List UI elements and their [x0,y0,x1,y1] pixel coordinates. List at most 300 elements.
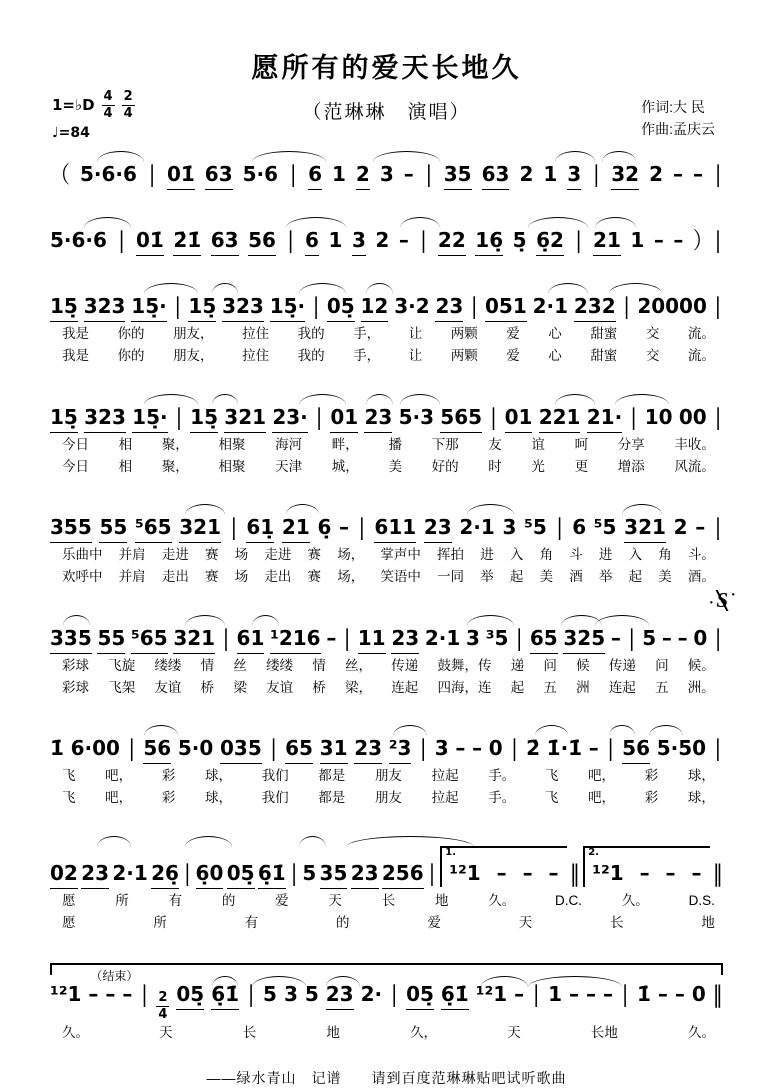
lyric-syllable: 丰收。 [674,436,715,452]
lyric-syllable: 场， [337,569,365,585]
bar-line: ∣ [139,980,150,1008]
bar-line: ∣ [288,160,299,188]
note-group: – [657,982,668,1006]
bar-line: ∣ [126,734,137,762]
note-group: – [610,625,621,650]
lyric-syllable: 久。 [621,892,649,908]
bar-line: ∣ [310,292,321,320]
lyric-syllable: 缕缕 [266,657,294,673]
note-group: 5̣ [512,228,527,252]
lyric-syllable: 斗 [569,547,583,562]
lyric-syllable: 举 [598,569,613,585]
lyric-syllable: 我的 [297,326,325,341]
lyric-syllable: 手。 [488,768,516,783]
volta-number: 2. [588,846,599,858]
lyric-syllable: 手， [353,348,381,364]
lyric-syllable: 并肩 [118,569,146,585]
note-group: 63 [211,227,239,256]
lyric-syllable: 海河 [275,436,303,452]
volta-number: 1. [445,846,456,858]
note-group: – [122,982,133,1006]
lyrics-line-1 [50,764,723,786]
lyric-syllable: 心 [548,348,562,364]
lyric-syllable: 爱 [506,348,520,364]
bar-line: ∣ [423,160,434,188]
lyric-syllable: 美 [658,569,672,585]
note-group: 02 [50,860,78,889]
note-group: – [455,736,466,760]
lyric-syllable: 时 [488,458,502,474]
note-group: 15̣ [50,404,78,433]
lyric-syllable: 角 [539,547,554,562]
note-group: 61 [237,625,265,654]
lyric-syllable: 久。 [687,1025,715,1041]
time-signature-4-4: $\frac{4}{4}$ [103,89,113,121]
slur-arc [366,283,393,294]
note-group: 56 [248,227,276,256]
note-group: 6 [305,227,319,256]
lyric-syllable: 美 [539,569,554,585]
lyric-syllable: 谊 [531,436,545,452]
lyric-syllable: 播 [388,436,402,452]
note-group: 2· [360,982,383,1006]
time-signature-change: $\frac{2}{4}$ [158,990,168,1022]
note-group: – [105,982,116,1006]
bar-line: ∣ [712,292,723,320]
note-group: 323 [222,293,264,322]
note-group: 1̇ [636,982,651,1006]
note-group: ³5 [485,625,509,650]
note-group: ¹²1 [50,982,82,1006]
note-group: 3 [434,736,449,760]
notes-row [50,154,723,190]
bar-line: ∣ [619,980,630,1008]
note-group: 15̣ [190,404,218,433]
slur-arc [467,615,514,626]
slur-arc [528,976,622,987]
note-group: 221 [539,404,581,433]
lyric-syllable: 都是 [318,790,346,806]
note-group: – [692,162,703,186]
lyric-syllable: 聚， [161,458,189,474]
lyric-syllable: 朋友 [374,790,402,806]
note-group: – [672,162,683,186]
note-group: 55 [97,625,125,654]
music-system-1 [50,154,723,190]
lyric-syllable: 爱 [427,914,441,930]
lyric-syllable: 地 [326,1025,340,1041]
note-group: 6̣2 [536,227,564,256]
lyric-syllable: 连起 [608,679,636,695]
composer-credit: 作曲:孟庆云 [641,121,715,138]
lyric-syllable: 长 [242,1025,257,1041]
slur-arc [595,217,635,228]
lyric-syllable: 久。 [488,892,516,908]
notes-row [50,220,723,256]
lyric-syllable: 彩球 [62,657,89,673]
slur-arc [144,394,198,405]
note-group: 6̣ [317,515,332,539]
note-group: 23 [326,981,354,1010]
note-group: 63 [205,161,233,190]
notes-row [50,728,723,764]
note-group: 35 [444,161,472,190]
note-group: – [674,982,685,1006]
lyric-syllable: 我们 [261,790,289,806]
lyric-syllable: 飞 [544,790,559,806]
note-group: 23· [272,404,307,433]
notes-row [50,963,723,1021]
note-group: 23 [81,860,109,889]
bar-line: ∣ [418,734,429,762]
lyric-syllable: 风流。 [674,458,715,474]
lyric-syllable: 交 [645,348,660,364]
bar-line: ∣ [146,160,157,188]
bar-line: ∣ [469,292,480,320]
lyric-syllable: 飞 [62,790,76,806]
slur-arc [535,725,569,736]
note-group: 23 [391,625,419,654]
lyric-syllable: 场 [234,569,249,585]
lyric-syllable: 久， [410,1025,438,1041]
slur-arc [555,151,595,162]
note-group: 5 [642,625,657,650]
lyric-syllable: 桥 [312,679,326,695]
volta-ending: ¹²1 – – – 2. [583,846,709,887]
lyric-syllable: 天津 [275,458,303,474]
note-group: – [472,736,483,760]
lyric-syllable: 的 [336,914,350,930]
lyric-syllable: 让 [408,348,423,364]
note-group: 63 [482,161,510,190]
note-group: 6̣0 [196,860,224,889]
footer-note: ——绿水青山 记谱 请到百度范琳琳贴吧试听歌曲 [206,1069,567,1086]
note-group: ⁵65 [135,514,172,543]
lyrics-line-2 [50,344,723,366]
lyric-syllable: 入 [509,547,524,562]
bar-line: ∣ [713,402,723,431]
note-group: – [661,625,672,650]
slur-arc [299,836,326,847]
lyric-syllable: 拉起 [431,790,459,806]
lyric-syllable: 爱 [506,326,520,341]
note-group: 3 [466,625,480,650]
note-group: 01 [505,404,533,433]
note-group: 15̣· [131,293,166,322]
credits [641,96,715,141]
lyric-syllable: 吧， [588,790,616,806]
note-group: 2̇ [526,736,540,760]
note-group: 21 [282,514,310,543]
slur-arc [467,504,514,515]
note-group: 21 [593,227,621,256]
lyric-syllable: 愿 [62,892,76,908]
bar-line: ∣ [712,734,723,762]
note-group: 2 [649,162,663,186]
lyric-syllable: 友 [488,436,502,452]
notes-row [50,397,723,433]
lyrics-line-1 [50,322,723,344]
bar-line: ∣ [605,734,616,762]
bar-line: ∣ [268,734,279,762]
lyric-syllable: 增添 [617,458,645,474]
lyric-syllable: 鼓舞，传 [437,657,492,673]
note-group: 321 [173,625,215,654]
bar-line: ∣ [356,513,367,541]
slur-arc [548,283,588,294]
lyrics-line-2 [50,911,723,933]
note-group: 55 [99,514,127,543]
note-group: – [677,625,688,650]
note-group: 5·6 [242,162,279,186]
note-group: ¹216 [270,625,321,654]
note-group: 16̣ [475,227,503,256]
lyric-syllable: 分享 [617,436,645,452]
note-group: 35 [320,860,348,889]
slur-arc [481,976,528,987]
lyric-syllable: 城， [331,458,359,474]
note-group: 5·50 [656,736,707,760]
note-group: 22 [438,227,466,256]
lyric-syllable: 欢呼中 [62,569,103,585]
lyric-syllable: 地 [434,892,449,908]
note-group: 32 [611,161,639,190]
note-group: 5·6·6 [50,228,107,252]
note-group: 2·1 [112,860,148,885]
lyric-syllable: 交 [645,326,660,341]
lyric-syllable: 有 [244,914,259,930]
note-group: 65 [285,735,313,764]
lyric-syllable: 你的 [117,348,145,364]
note-group: 6 [572,515,587,539]
note-group: 15̣ [50,293,78,322]
lyric-syllable: 友谊 [266,679,294,695]
note-group: – [653,228,664,252]
bar-line: ∣ [182,858,193,887]
lyric-syllable: 进 [480,547,494,562]
music-systems [50,154,728,1044]
note-group: 23 [351,860,379,889]
lyric-syllable: 丝 [233,657,247,673]
note-group: 611 [374,514,416,543]
note-group: ⁵65 [131,625,168,654]
note-group: 56 [143,735,171,764]
lyric-syllable: 天 [518,914,533,930]
lyric-syllable: 有 [168,892,183,908]
bar-line: ∣ [246,980,257,1008]
lyric-syllable: 彩 [161,790,176,806]
tempo-marking: ♩=84 [52,125,90,142]
note-group: 6̣1̇ [258,860,286,889]
lyric-syllable: 光 [531,458,545,474]
lyric-syllable: 梁， [345,679,373,695]
bar-line: （ [50,160,70,188]
lyric-syllable: 好的 [431,458,459,474]
note-group: 65 [530,625,558,654]
lyric-syllable: 场， [337,547,365,562]
lyric-syllable: 递 [510,657,525,673]
slur-arc [212,394,239,405]
note-group: 6̣1̇ [441,981,469,1010]
lyric-syllable: 起 [628,569,643,585]
lyric-syllable: 举 [480,569,494,585]
bar-line: ∣ [628,402,639,431]
note-group: 23 [364,404,392,433]
lyrics-line-2 [50,786,723,808]
slur-arc [97,836,131,847]
note-group: 05̣ [227,860,255,889]
ending-label: （结束） [90,969,139,983]
slur-arc [286,504,320,515]
slur-arc [144,725,178,736]
lyric-syllable: 飞 [62,768,76,783]
note-group: 323 [84,293,126,322]
note-group: 3 [379,162,394,186]
note-group: 321 [179,514,221,543]
bar-line: ∣ [573,226,584,254]
note-group: 61̣ [246,514,274,543]
note-group: 23 [424,514,452,543]
note-group: 12 [361,293,389,322]
bar-line: ∣ [509,734,520,762]
slur-arc [609,283,663,294]
bar-line: ∣ [626,623,637,652]
lyric-syllable: 走出 [264,569,292,585]
note-group: 6̣1̇ [211,981,239,1010]
note-group: 565 [440,404,482,433]
note-group: 5 [263,982,277,1006]
slur-arc [185,836,232,847]
lyric-syllable: 赛 [307,547,322,562]
lyric-syllable: 笑语中 [380,569,421,585]
bar-line: ‖ [569,858,580,887]
bar-line: ）∣ [692,226,723,254]
bar-line: ‖ [712,858,723,887]
music-system-6 [50,587,728,699]
notes-row [50,587,728,654]
lyric-syllable: D.S. [688,892,715,908]
note-group: 323 [84,404,126,433]
lyrics-line-1 [50,1021,723,1043]
note-group: 01̇ [136,227,164,256]
slur-arc [622,504,662,515]
note-group: 232 [574,293,616,322]
lyric-syllable: 流。 [687,326,715,341]
note-group: 2 [673,515,688,539]
bar-line: ∣ [289,858,299,887]
notes-row [50,839,723,889]
key-signature-block [52,90,135,141]
lyric-syllable: 吧， [588,768,616,783]
lyric-syllable: 长地 [590,1025,618,1041]
time-signature-2-4: $\frac{2}{4}$ [123,89,133,121]
note-group: 325 [563,625,605,654]
lyric-syllable: 桥 [200,679,215,695]
segno-icon: · S · [713,590,731,611]
slur-arc [595,615,649,626]
lyric-syllable: 友谊 [154,679,182,695]
lyrics-line-1 [50,433,723,455]
lyric-syllable: 所 [115,892,129,908]
lyric-syllable: 彩 [644,790,659,806]
note-group: 56 [622,735,650,764]
lyric-syllable: 梁 [233,679,247,695]
note-group: 321 [624,514,666,543]
lyrics-line-2 [50,455,723,477]
lyric-syllable: 酒。 [687,569,715,585]
bar-line: ∣ [418,226,429,254]
note-group: – [569,982,580,1006]
note-group: 035 [220,735,262,764]
lyric-syllable: 起 [510,679,525,695]
note-group: 051 [485,293,527,322]
lyric-syllable: 洲。 [687,679,715,695]
lyric-syllable: 朋友， [173,348,214,364]
bar-line: ∣ [389,980,400,1008]
lyric-syllable: 天 [507,1025,521,1041]
lyric-syllable: 五 [543,679,557,695]
lyric-syllable: 斗。 [687,547,715,562]
slur-arc [252,976,306,987]
bar-line: ∣ [712,160,723,188]
lyric-syllable: 天 [159,1025,173,1041]
note-group: 21· [587,404,622,433]
lyric-syllable: D.C. [555,892,583,908]
note-group: 1̇·1̇ [546,736,583,760]
note-group: 2 [375,228,390,252]
note-group: 0 [488,736,503,760]
lyric-syllable: 甜蜜 [590,326,618,341]
lyric-syllable: 愿 [62,914,76,930]
lyric-syllable: 拉起 [431,768,459,783]
note-group: 2̇1̇ [173,227,201,256]
note-group: 2·1 [459,515,495,539]
lyric-syllable: 更 [574,458,589,474]
lyric-syllable: 飞旋 [108,657,136,673]
lyric-syllable: 让 [408,326,423,341]
note-group: 3 [567,161,581,190]
lyric-syllable: 缕缕 [154,657,182,673]
lyric-syllable: 吧， [105,790,133,806]
note-group: 1 [332,162,346,186]
song-title: 愿所有的爱天长地久 [251,53,522,83]
bar-line: ∣ [342,623,353,652]
lyric-syllable: 所 [153,914,167,930]
note-group: 05̣ [406,981,434,1010]
music-system-3 [50,286,723,367]
lyric-syllable: 吧， [105,768,133,783]
lyric-syllable: 长 [610,914,624,930]
slur-arc [366,394,393,405]
slur-arc [144,283,198,294]
lyric-syllable: 候。 [687,657,715,673]
lyric-syllable: 彩 [644,768,659,783]
note-group: – [514,982,525,1006]
slur-arc [185,615,225,626]
bar-line: ∣ [488,402,499,431]
lyric-syllable: 走出 [161,569,189,585]
music-system-4 [50,397,723,478]
bar-line: ∣ [531,980,542,1008]
lyric-syllable: 掌声中 [380,547,421,562]
note-group: – [602,982,613,1006]
bar-line: ∣ [426,858,437,887]
lyric-syllable: 赛 [205,547,219,562]
lyric-syllable: 两颗 [450,348,478,364]
note-group: – [695,515,706,539]
slur-arc [299,283,346,294]
lyrics-line-1 [50,543,723,565]
